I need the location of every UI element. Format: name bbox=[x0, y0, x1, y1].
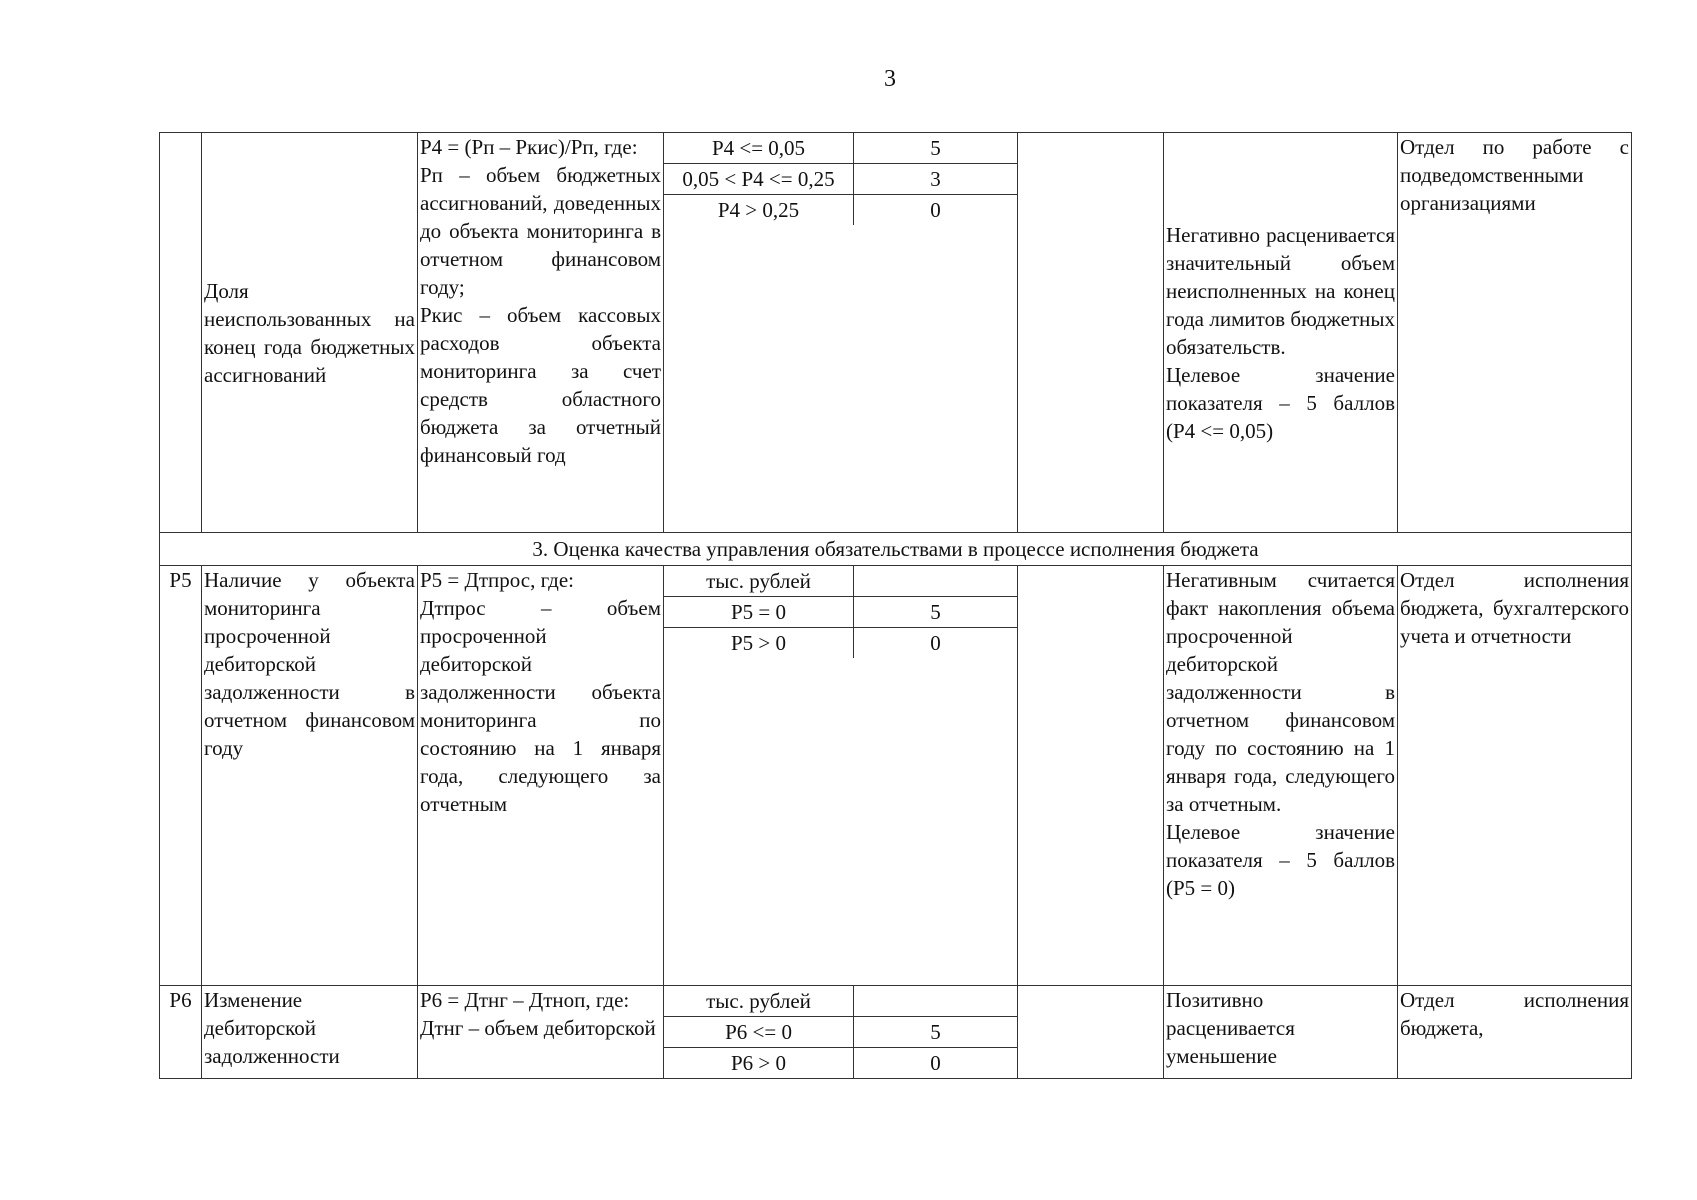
condition-value: 0,05 < P4 <= 0,25 bbox=[664, 164, 854, 195]
indicator-comment bbox=[1164, 566, 1398, 986]
conditions-table bbox=[664, 986, 1017, 1078]
condition-row bbox=[664, 133, 1017, 164]
conditions-table bbox=[664, 133, 1017, 225]
condition-row bbox=[664, 1017, 1017, 1048]
unit-empty bbox=[854, 986, 1017, 1017]
condition-row bbox=[664, 1048, 1017, 1079]
empty-cell bbox=[1018, 133, 1164, 533]
condition-value: P6 > 0 bbox=[664, 1048, 854, 1079]
condition-score: 5 bbox=[854, 1017, 1017, 1048]
condition-row bbox=[664, 628, 1017, 659]
condition-row bbox=[664, 195, 1017, 226]
indicator-name: Наличие у объекта мониторинга просроченной дебиторской задолженности в отчетном финансовом году bbox=[202, 566, 418, 986]
formula-definition: Дтпрос – объем просроченной дебиторской задолженности объекта мониторинга по состоянию на 1 января года, следующего за отчетным bbox=[420, 596, 661, 816]
condition-row bbox=[664, 164, 1017, 195]
responsible-department: Отдел исполнения бюджета, бухгалтерского учета и отчетности bbox=[1398, 566, 1632, 986]
condition-score: 0 bbox=[930, 631, 941, 655]
indicators-table bbox=[159, 132, 1632, 1079]
condition-score: 3 bbox=[854, 164, 1018, 195]
indicator-formula bbox=[418, 566, 664, 986]
indicator-comment: Позитивно расценивается уменьшение bbox=[1164, 986, 1398, 1079]
formula-main: Р4 = (Рп – Ркис)/Рп, где: bbox=[420, 135, 638, 159]
page-number: 3 bbox=[884, 66, 896, 92]
comment-text: Негативно расценивается значительный объем неисполненных на конец года лимитов бюджетных обязательств. bbox=[1166, 222, 1395, 359]
conditions-cell bbox=[664, 566, 1018, 986]
indicator-name: Доля неиспользованных на конец года бюджетных ассигнований bbox=[202, 133, 418, 533]
indicator-formula bbox=[418, 986, 664, 1079]
formula-definition: Ркис – объем кассовых расходов объекта мониторинга за счет средств областного бюджета за отчетный финансовый год bbox=[420, 303, 661, 467]
table-row-p4 bbox=[160, 133, 1632, 533]
indicator-name: Изменение дебиторской задолженности bbox=[202, 986, 418, 1079]
formula-main: Р6 = Дтнг – Дтноп, где: bbox=[420, 988, 630, 1012]
condition-value: P4 <= 0,05 bbox=[664, 133, 854, 164]
empty-cell bbox=[1018, 566, 1164, 986]
condition-value: P4 > 0,25 bbox=[664, 195, 854, 226]
unit-row bbox=[664, 986, 1017, 1017]
conditions-table bbox=[664, 566, 1017, 658]
condition-value: P5 = 0 bbox=[664, 597, 854, 628]
condition-row bbox=[664, 597, 1017, 628]
responsible-department: Отдел по работе с подведомственными организациями bbox=[1398, 133, 1632, 533]
condition-score: 0 bbox=[930, 198, 941, 222]
unit-row bbox=[664, 566, 1017, 597]
indicator-code: Р5 bbox=[160, 566, 202, 986]
condition-score: 5 bbox=[854, 597, 1017, 628]
comment-text: Негативным считается факт накопления объема просроченной дебиторской задолженности в отчетном финансовом году по состоянию на 1 января года, следующего за отчетным. bbox=[1166, 568, 1395, 816]
indicator-comment bbox=[1164, 133, 1398, 533]
condition-score: 0 bbox=[930, 1051, 941, 1075]
section-title: 3. Оценка качества управления обязательствами в процессе исполнения бюджета bbox=[160, 533, 1632, 566]
condition-value: P6 <= 0 bbox=[664, 1017, 854, 1048]
formula-definition: Дтнг – объем дебиторской bbox=[420, 1016, 656, 1040]
unit-label: тыс. рублей bbox=[664, 986, 854, 1017]
target-text: Целевое значение показателя – 5 баллов (Р5 = 0) bbox=[1166, 820, 1395, 900]
section-header-row bbox=[160, 533, 1632, 566]
formula-main: Р5 = Дтпрос, где: bbox=[420, 568, 575, 592]
condition-value: P5 > 0 bbox=[664, 628, 854, 659]
formula-definition: Рп – объем бюджетных ассигнований, доведенных до объекта мониторинга в отчетном финансовом году; bbox=[420, 163, 661, 299]
responsible-department: Отдел исполнения бюджета, bbox=[1398, 986, 1632, 1079]
unit-empty bbox=[854, 566, 1017, 597]
empty-cell bbox=[1018, 986, 1164, 1079]
conditions-cell bbox=[664, 133, 1018, 533]
condition-score: 5 bbox=[854, 133, 1018, 164]
conditions-cell bbox=[664, 986, 1018, 1079]
table-row-p5 bbox=[160, 566, 1632, 986]
table-row-p6 bbox=[160, 986, 1632, 1079]
indicator-formula bbox=[418, 133, 664, 533]
indicator-code: Р6 bbox=[160, 986, 202, 1079]
unit-label: тыс. рублей bbox=[664, 566, 854, 597]
target-text: Целевое значение показателя – 5 баллов (Р4 <= 0,05) bbox=[1166, 362, 1395, 443]
indicator-code bbox=[160, 133, 202, 533]
